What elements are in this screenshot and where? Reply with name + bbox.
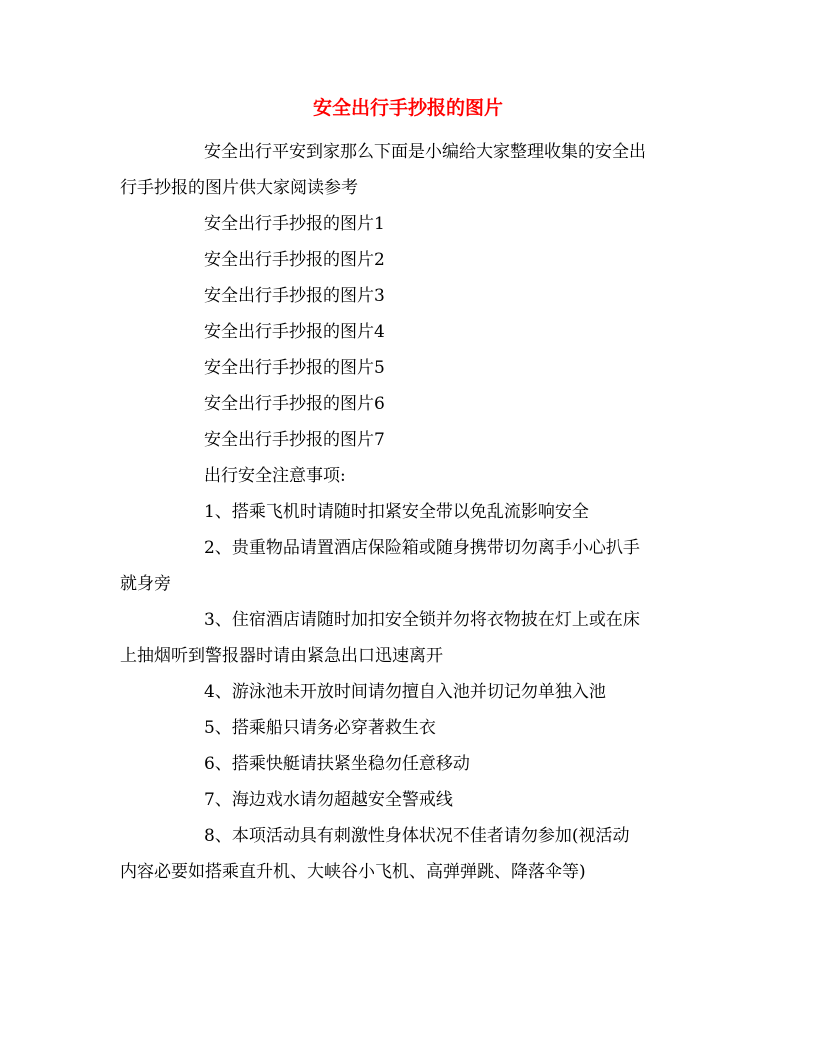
note-3-continued: 上抽烟听到警报器时请由紧急出口迅速离开 [120, 646, 443, 666]
document-body [120, 134, 700, 890]
image-link-1[interactable]: 安全出行手抄报的图片1 [204, 214, 385, 234]
notes-heading: 出行安全注意事项: [204, 466, 346, 486]
note-2-continued: 就身旁 [120, 574, 171, 594]
image-link-3[interactable]: 安全出行手抄报的图片3 [204, 286, 385, 306]
note-2: 2、贵重物品请置酒店保险箱或随身携带切勿离手小心扒手 [204, 538, 640, 558]
note-7: 7、海边戏水请勿超越安全警戒线 [204, 790, 453, 810]
note-8-continued: 内容必要如搭乘直升机、大峡谷小飞机、高弹弹跳、降落伞等) [120, 862, 586, 882]
note-5: 5、搭乘船只请务必穿著救生衣 [204, 718, 436, 738]
note-6: 6、搭乘快艇请扶紧坐稳勿任意移动 [204, 754, 470, 774]
intro-line-1: 安全出行平安到家那么下面是小编给大家整理收集的安全出 [204, 142, 646, 162]
image-link-2[interactable]: 安全出行手抄报的图片2 [204, 250, 385, 270]
image-link-4[interactable]: 安全出行手抄报的图片4 [204, 322, 385, 342]
intro-line-2: 行手抄报的图片供大家阅读参考 [120, 178, 358, 198]
image-link-7[interactable]: 安全出行手抄报的图片7 [204, 430, 385, 450]
document-title: 安全出行手抄报的图片 [312, 97, 503, 119]
note-4: 4、游泳池未开放时间请勿擅自入池并切记勿单独入池 [204, 682, 606, 702]
note-1: 1、搭乘飞机时请随时扣紧安全带以免乱流影响安全 [204, 502, 589, 522]
image-link-6[interactable]: 安全出行手抄报的图片6 [204, 394, 385, 414]
note-3: 3、住宿酒店请随时加扣安全锁并勿将衣物披在灯上或在床 [204, 610, 640, 630]
image-link-5[interactable]: 安全出行手抄报的图片5 [204, 358, 385, 378]
note-8: 8、本项活动具有刺激性身体状况不佳者请勿参加(视活动 [204, 826, 630, 846]
